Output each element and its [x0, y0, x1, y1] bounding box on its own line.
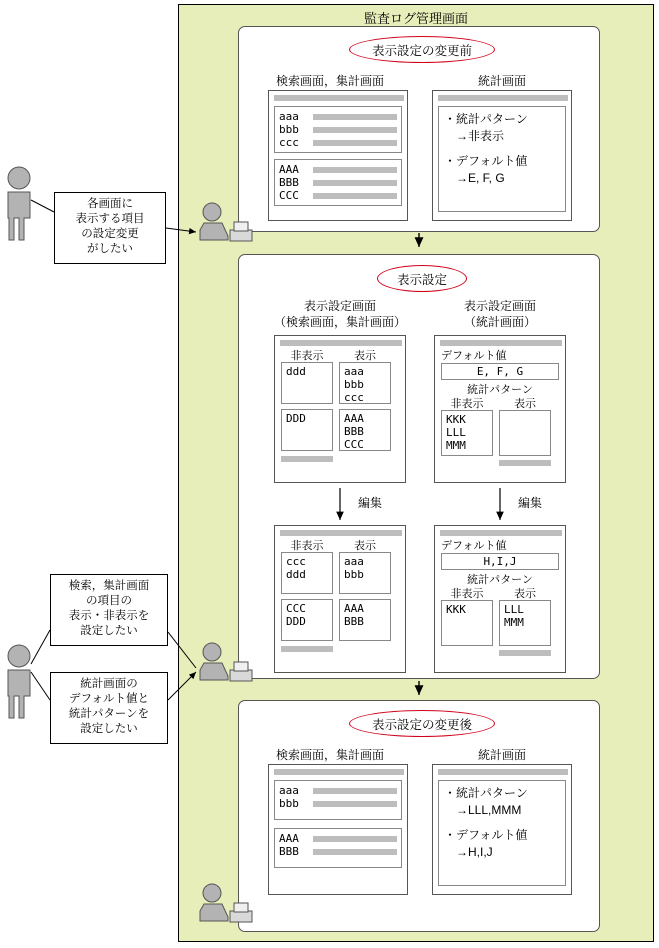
column-header-shown: 表示: [514, 587, 536, 600]
default-value-field: H,I,J: [441, 553, 559, 570]
column-header-hidden: 非表示: [450, 587, 484, 600]
list-item: BBB: [279, 845, 299, 858]
list-item: MMM: [504, 616, 524, 629]
value-bar: [313, 788, 397, 794]
phase-label-before: 表示設定の変更前: [349, 36, 495, 63]
screen-display-setting-right-after: [434, 525, 566, 673]
shown-list-bottom: [339, 599, 391, 641]
callout-line: 表示する項目: [75, 213, 145, 225]
list-item: DDD: [286, 615, 306, 628]
list-item: BBB: [279, 176, 299, 189]
footer-bar: [499, 650, 551, 656]
title-bar: [280, 340, 402, 346]
pattern-shown-list: [499, 600, 551, 646]
list-item: LLL: [504, 603, 524, 616]
callout-line: 各画面に: [87, 198, 133, 210]
phase-label-after: 表示設定の変更後: [349, 710, 495, 737]
default-value-label: デフォルト値: [441, 539, 507, 552]
list-item: bbb: [344, 378, 364, 391]
list-item: ccc: [279, 136, 299, 149]
pattern-hidden-list: [441, 600, 493, 646]
list-item: CCC: [286, 602, 306, 615]
summary-line: ・デフォルト値: [444, 154, 528, 168]
callout-actor-top: [54, 192, 166, 264]
summary-line: ・統計パターン: [444, 112, 528, 126]
hidden-list-bottom: [281, 409, 333, 451]
callout-line: 設定したい: [80, 723, 138, 735]
item-list-bottom: [274, 828, 402, 868]
summary-line: ・統計パターン: [444, 786, 528, 800]
summary-line: →LLL,MMM: [444, 803, 522, 817]
hidden-list-top: [281, 362, 333, 404]
screen-statistics-after: [432, 764, 572, 895]
callout-line: デフォルト値と: [69, 693, 149, 705]
callout-line: 検索，集計画面: [68, 580, 150, 592]
list-item: ddd: [286, 365, 306, 378]
list-item: AAA: [344, 602, 364, 615]
callout-line: 統計画面の: [80, 678, 138, 690]
column-header-shown: 表示: [514, 397, 536, 410]
value-bar: [313, 801, 397, 807]
screen-statistics-before: [432, 90, 572, 221]
pattern-label: 統計パターン: [467, 573, 533, 586]
default-value-label: デフォルト値: [441, 349, 507, 362]
shown-list-top: [339, 362, 391, 404]
title-bar: [440, 530, 562, 536]
statistics-summary-before: [438, 106, 566, 212]
column-header-hidden: 非表示: [290, 539, 324, 552]
item-list-top: [274, 780, 402, 820]
page-title: 監査ログ管理画面: [363, 11, 468, 26]
item-list-top: [274, 106, 402, 153]
pattern-hidden-list: [441, 410, 493, 456]
list-item: AAA: [279, 832, 299, 845]
list-item: CCC: [344, 438, 364, 451]
screen-display-setting-left-after: [274, 525, 406, 673]
screen-display-setting-right-before: [434, 335, 566, 483]
list-item: ccc: [286, 555, 306, 568]
list-item: BBB: [344, 425, 364, 438]
caption-display-setting-right-2: （統計画面）: [463, 315, 536, 329]
default-value-field: E, F, G: [441, 363, 559, 380]
callout-line: 設定したい: [80, 625, 138, 637]
callout-line: がしたい: [87, 243, 133, 255]
summary-line: ・デフォルト値: [444, 828, 528, 842]
caption-statistics-before: 統計画面: [477, 74, 526, 88]
caption-display-setting-left-2: （検索画面，集計画面）: [273, 315, 406, 329]
column-header-shown: 表示: [354, 539, 376, 552]
callout-actor-bottom-1: [50, 574, 168, 646]
title-bar: [438, 769, 568, 775]
list-item: aaa: [344, 555, 364, 568]
summary-line: →H,I,J: [444, 845, 493, 859]
column-header-hidden: 非表示: [450, 397, 484, 410]
phase-label-setting: 表示設定: [377, 265, 467, 292]
edit-label-left: 編集: [357, 496, 382, 510]
value-bar: [313, 836, 397, 842]
caption-display-setting-right-1: 表示設定画面: [463, 299, 536, 313]
footer-bar: [499, 460, 551, 466]
hidden-list-top: [281, 552, 333, 594]
screen-display-setting-left-before: [274, 335, 406, 483]
title-bar: [274, 95, 404, 101]
hidden-list-bottom: [281, 599, 333, 641]
shown-list-top: [339, 552, 391, 594]
list-item: bbb: [279, 797, 299, 810]
caption-search-aggregate-before: 検索画面，集計画面: [275, 74, 384, 88]
list-item: ddd: [286, 568, 306, 581]
screen-search-aggregate-after: [268, 764, 408, 895]
value-bar: [313, 180, 397, 186]
list-item: KKK: [446, 603, 466, 616]
list-item: KKK: [446, 413, 466, 426]
list-item: MMM: [446, 439, 466, 452]
summary-line: →非表示: [444, 129, 505, 143]
title-bar: [274, 769, 404, 775]
list-item: ccc: [344, 391, 364, 404]
list-item: LLL: [446, 426, 466, 439]
list-item: aaa: [279, 110, 299, 123]
actor-figure-bottom: [8, 645, 30, 718]
callout-line: 表示・非表示を: [68, 610, 150, 622]
caption-statistics-after: 統計画面: [477, 748, 526, 762]
list-item: DDD: [286, 412, 306, 425]
value-bar: [313, 140, 397, 146]
list-item: aaa: [344, 365, 364, 378]
value-bar: [313, 127, 397, 133]
title-bar: [440, 340, 562, 346]
title-bar: [280, 530, 402, 536]
screen-search-aggregate-before: [268, 90, 408, 221]
footer-bar: [281, 456, 333, 462]
statistics-summary-after: [438, 780, 566, 886]
item-list-bottom: [274, 159, 402, 206]
list-item: AAA: [344, 412, 364, 425]
callout-line: 統計パターンを: [68, 708, 150, 720]
callout-line: の項目の: [86, 595, 132, 607]
list-item: bbb: [344, 568, 364, 581]
footer-bar: [281, 646, 333, 652]
pattern-label: 統計パターン: [467, 383, 533, 396]
value-bar: [313, 193, 397, 199]
list-item: bbb: [279, 123, 299, 136]
column-header-hidden: 非表示: [290, 349, 324, 362]
pattern-shown-list: [499, 410, 551, 456]
caption-search-aggregate-after: 検索画面，集計画面: [275, 748, 384, 762]
list-item: AAA: [279, 163, 299, 176]
caption-display-setting-left-1: 表示設定画面: [303, 299, 376, 313]
value-bar: [313, 849, 397, 855]
shown-list-bottom: [339, 409, 391, 451]
column-header-shown: 表示: [354, 349, 376, 362]
value-bar: [313, 114, 397, 120]
edit-label-right: 編集: [517, 496, 542, 510]
value-bar: [313, 167, 397, 173]
list-item: BBB: [344, 615, 364, 628]
callout-line: の設定変更: [81, 228, 139, 240]
title-bar: [438, 95, 568, 101]
callout-actor-bottom-2: [50, 672, 168, 744]
list-item: CCC: [279, 189, 299, 202]
actor-figure-top: [8, 167, 30, 240]
list-item: aaa: [279, 784, 299, 797]
summary-line: →E, F, G: [444, 171, 505, 185]
